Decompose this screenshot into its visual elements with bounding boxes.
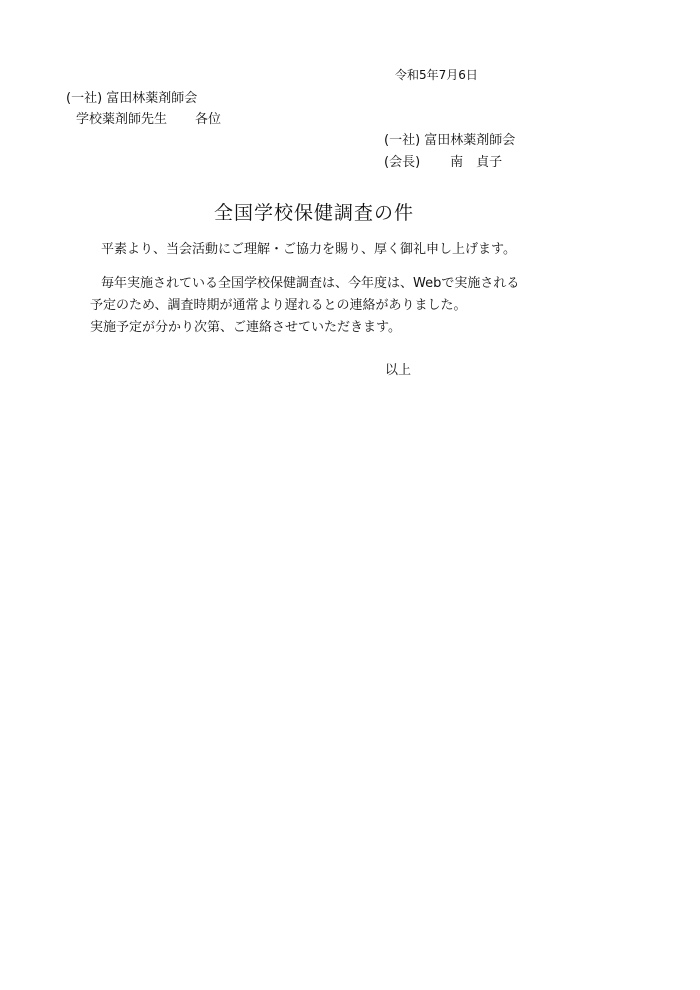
recipient-honorific: 各位	[195, 112, 222, 127]
body-line-3: 予定のため、調査時期が通常より遅れるとの連絡がありました。	[90, 298, 467, 313]
body-line-1: 平素より、当会活動にご理解・ご協力を賜り、厚く御礼申し上げます。	[101, 242, 516, 257]
body-line-4: 実施予定が分かり次第、ご連絡させていただきます。	[90, 320, 401, 335]
document-title: 全国学校保健調査の件	[214, 202, 415, 224]
sender-role: (会長)	[384, 155, 421, 170]
closing-mark: 以上	[385, 363, 412, 378]
sender-name: 南 貞子	[450, 155, 503, 170]
recipient-people: 学校薬剤師先生	[76, 112, 168, 127]
recipient-organization: (一社) 富田林薬剤師会	[66, 91, 198, 106]
sender-line	[384, 155, 502, 171]
body-line-2: 毎年実施されている全国学校保健調査は、今年度は、Webで実施される	[101, 276, 520, 291]
recipient-line	[76, 112, 221, 128]
sender-organization: (一社) 富田林薬剤師会	[384, 133, 516, 148]
document-date: 令和5年7月6日	[395, 68, 478, 82]
